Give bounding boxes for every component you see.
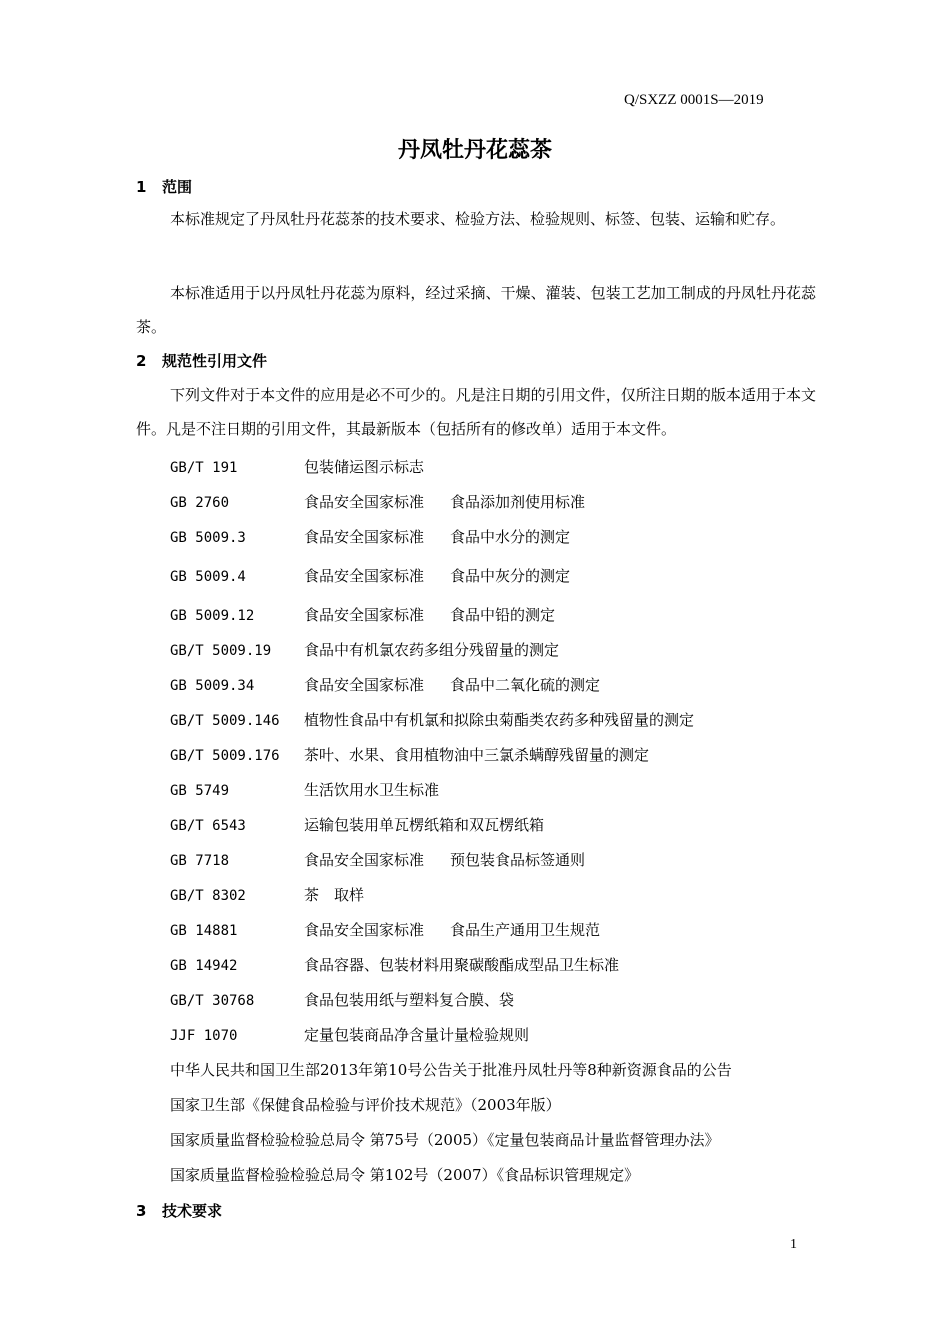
section-2-paragraph [136, 378, 816, 446]
reference-code: GB/T 5009.19 [170, 643, 272, 659]
section-title: 规范性引用文件 [162, 352, 268, 370]
reference-title: 植物性食品中有机氯和拟除虫菊酯类农药多种残留量的测定 [304, 711, 695, 729]
reference-subtitle: 食品生产通用卫生规范 [450, 921, 601, 939]
reference-item [170, 639, 559, 660]
reference-title: 生活饮用水卫生标准 [304, 781, 440, 799]
section-3-heading [136, 1200, 222, 1221]
reference-code: GB 5009.3 [170, 530, 246, 546]
reference-code: JJF 1070 [170, 1028, 238, 1044]
reference-title: 定量包装商品净含量计量检验规则 [304, 1026, 530, 1044]
section-1-paragraph-1 [136, 202, 816, 236]
reference-subtitle: 食品中灰分的测定 [450, 567, 571, 585]
section-1-paragraph-2 [136, 276, 816, 344]
reference-code: GB 14881 [170, 923, 238, 939]
reference-title: 食品安全国家标准 [304, 676, 425, 694]
section-number: 1 [136, 178, 147, 196]
reference-item [170, 565, 570, 586]
reference-item [170, 884, 364, 905]
reference-title: 运输包装用单瓦楞纸箱和双瓦楞纸箱 [304, 816, 545, 834]
reference-item [170, 526, 570, 547]
document-title: 丹凤牡丹花蕊茶 [397, 138, 552, 163]
reference-item [170, 456, 424, 477]
reference-subtitle: 预包装食品标签通则 [450, 851, 586, 869]
reference-item [170, 744, 649, 765]
reference-title: 茶 取样 [304, 886, 365, 904]
reference-code: GB/T 5009.146 [170, 713, 280, 729]
reference-item [170, 954, 619, 975]
reference-code: GB/T 30768 [170, 993, 255, 1009]
regulation-reference: 国家质量监督检验检验总局令 第102号（2007）《食品标识管理规定》 [170, 1166, 640, 1184]
section-title: 范围 [162, 178, 193, 196]
reference-title: 食品安全国家标准 [304, 567, 425, 585]
paragraph-text: 本标准规定了丹凤牡丹花蕊茶的技术要求、检验方法、检验规则、标签、包装、运输和贮存。 [170, 210, 786, 228]
reference-item [170, 989, 514, 1010]
paragraph-text: 本标准适用于以丹凤牡丹花蕊为原料，经过采摘、干燥、灌装、包装工艺加工制成的丹凤牡丹花蕊茶。 [136, 284, 816, 336]
regulation-reference: 国家卫生部《保健食品检验与评价技术规范》（2003年版） [170, 1096, 561, 1114]
reference-item [170, 919, 600, 940]
reference-title: 食品安全国家标准 [304, 528, 425, 546]
reference-title: 食品安全国家标准 [304, 493, 425, 511]
reference-code: GB 2760 [170, 495, 230, 511]
reference-code: GB 5749 [170, 783, 230, 799]
reference-title: 茶叶、水果、食用植物油中三氯杀螨醇残留量的测定 [304, 746, 650, 764]
reference-code: GB/T 191 [170, 460, 238, 476]
reference-code: GB/T 6543 [170, 818, 246, 834]
reference-subtitle: 食品中铅的测定 [450, 606, 556, 624]
page-number: 1 [790, 1237, 797, 1252]
reference-item [170, 779, 439, 800]
reference-subtitle: 食品中二氧化硫的测定 [450, 676, 601, 694]
section-title: 技术要求 [162, 1202, 223, 1220]
reference-title: 包装储运图示标志 [304, 458, 425, 476]
reference-subtitle: 食品中水分的测定 [450, 528, 571, 546]
reference-code: GB/T 5009.176 [170, 748, 280, 764]
reference-code: GB 5009.34 [170, 678, 255, 694]
reference-title: 食品安全国家标准 [304, 921, 425, 939]
reference-title: 食品容器、包装材料用聚碳酸酯成型品卫生标准 [304, 956, 620, 974]
section-1-heading [136, 176, 192, 197]
reference-item [170, 709, 694, 730]
reference-code: GB 5009.4 [170, 569, 246, 585]
reference-title: 食品安全国家标准 [304, 606, 425, 624]
section-2-heading [136, 350, 267, 371]
reference-item [170, 604, 555, 625]
reference-title: 食品包装用纸与塑料复合膜、袋 [304, 991, 515, 1009]
reference-title: 食品中有机氯农药多组分残留量的测定 [304, 641, 560, 659]
reference-item [170, 849, 585, 870]
reference-item [170, 674, 600, 695]
regulation-reference: 中华人民共和国卫生部2013年第10号公告关于批准丹凤牡丹等8种新资源食品的公告 [170, 1061, 732, 1079]
document-code: Q/SXZZ 0001S—2019 [624, 92, 764, 108]
section-number: 3 [136, 1202, 147, 1220]
reference-item [170, 1024, 529, 1045]
reference-code: GB 7718 [170, 853, 230, 869]
reference-item [170, 491, 585, 512]
section-number: 2 [136, 352, 147, 370]
reference-item [170, 814, 544, 835]
reference-subtitle: 食品添加剂使用标准 [450, 493, 586, 511]
reference-title: 食品安全国家标准 [304, 851, 425, 869]
reference-code: GB 14942 [170, 958, 238, 974]
reference-code: GB 5009.12 [170, 608, 255, 624]
paragraph-text: 下列文件对于本文件的应用是必不可少的。凡是注日期的引用文件，仅所注日期的版本适用于本文件。凡是不注日期的引用文件，其最新版本（包括所有的修改单）适用于本文件。 [136, 386, 816, 438]
reference-code: GB/T 8302 [170, 888, 246, 904]
regulation-reference: 国家质量监督检验检验总局令 第75号（2005）《定量包装商品计量监督管理办法》 [170, 1131, 720, 1149]
